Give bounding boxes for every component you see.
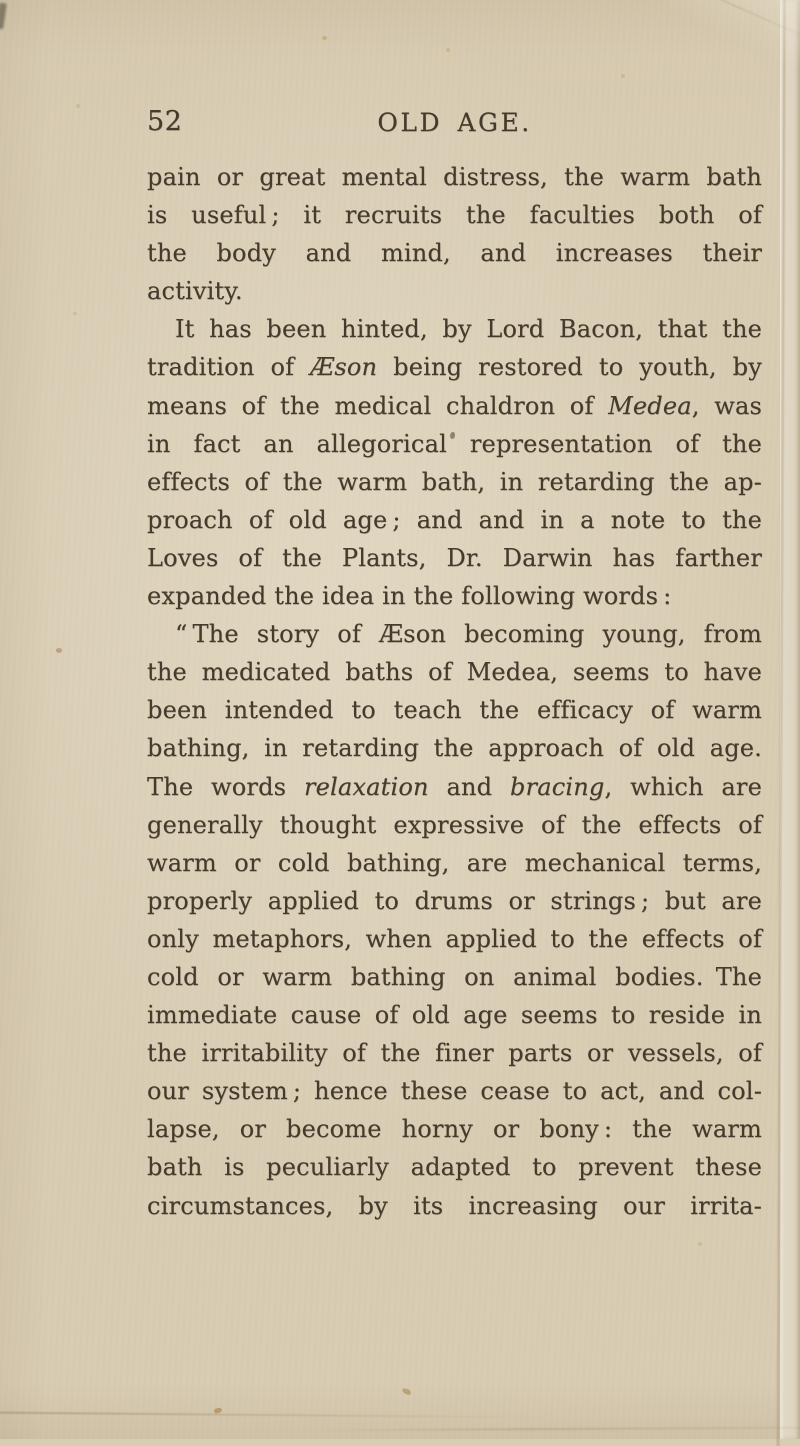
text-segment: been intended to teach the efficacy of warm: [147, 696, 762, 724]
text-segment: lapse, or become horny or bony : the warm: [147, 1115, 762, 1143]
text-segment: the body and mind, and increases their: [147, 239, 762, 267]
running-head: [147, 106, 762, 140]
top-right-corner-highlight: [670, 0, 800, 70]
italic-text: Medea: [608, 392, 692, 420]
italic-text: Æson: [310, 353, 377, 381]
text-segment: bathing, in retarding the approach of old age.: [147, 734, 762, 762]
text-line: [147, 729, 762, 767]
text-segment: expanded the idea in the following words :: [147, 582, 671, 610]
text-line: [147, 691, 762, 729]
text-segment: The words: [147, 773, 304, 801]
text-segment: cold or warm bathing on animal bodies. The: [147, 963, 762, 991]
italic-text: relaxation: [304, 773, 429, 801]
text-line: [147, 387, 762, 425]
text-segment: generally thought expressive of the effects of: [147, 811, 762, 839]
text-segment: proach of old age ; and and in a note to the: [147, 506, 762, 534]
text-line: [147, 1072, 762, 1110]
paper-speck: [401, 1387, 411, 1395]
paper-speck: [56, 648, 62, 653]
paper-speck: [73, 312, 77, 315]
text-line: [147, 1187, 762, 1225]
text-line: [147, 844, 762, 882]
text-segment: tradition of: [147, 353, 310, 381]
text-segment: is useful ; it recruits the faculties both of: [147, 201, 762, 229]
text-segment: bath is peculiarly adapted to prevent these: [147, 1153, 762, 1181]
text-segment: It has been hinted, by Lord Bacon, that the: [175, 315, 762, 343]
text-line: [147, 196, 762, 234]
text-line: [147, 425, 762, 463]
text-line: [147, 920, 762, 958]
scan-edge-mark: [0, 3, 7, 30]
text-line: [147, 806, 762, 844]
body-text: [147, 158, 762, 1225]
paper-speck: [698, 1242, 702, 1246]
text-line: [147, 234, 762, 272]
bottom-paper-crease: [0, 1412, 550, 1419]
text-line: [147, 1110, 762, 1148]
paper-speck: [446, 48, 450, 52]
text-line: [147, 158, 762, 196]
text-segment: our system ; hence these cease to act, and col-: [147, 1077, 762, 1105]
text-line: [147, 768, 762, 806]
text-segment: warm or cold bathing, are mechanical terms,: [147, 849, 762, 877]
text-segment: circumstances, by its increasing our irrita-: [147, 1192, 762, 1220]
text-segment: means of the medical chaldron of: [147, 392, 608, 420]
text-line: [147, 615, 762, 653]
text-segment: being restored to youth, by: [377, 353, 762, 381]
text-segment: only metaphors, when applied to the effects of: [147, 925, 762, 953]
text-line: [147, 463, 762, 501]
bottom-paper-crease: [300, 1427, 800, 1432]
text-line: [147, 1034, 762, 1072]
text-line: [147, 539, 762, 577]
text-segment: , was: [692, 392, 762, 420]
text-line: [147, 577, 762, 615]
running-title: OLD AGE.: [147, 108, 762, 137]
text-segment: and: [429, 773, 510, 801]
text-line: [147, 1148, 762, 1186]
text-segment: Loves of the Plants, Dr. Darwin has farther: [147, 544, 762, 572]
paper-speck: [322, 36, 327, 40]
text-segment: immediate cause of old age seems to reside in: [147, 1001, 762, 1029]
text-line: [147, 501, 762, 539]
page-number: 52: [147, 106, 182, 137]
text-segment: effects of the warm bath, in retarding the ap-: [147, 468, 762, 496]
text-line: [147, 882, 762, 920]
italic-text: bracing: [510, 773, 604, 801]
text-segment: the medicated baths of Medea, seems to have: [147, 658, 762, 686]
text-segment: activity.: [147, 277, 243, 305]
text-segment: pain or great mental distress, the warm bath: [147, 163, 762, 191]
text-segment: “ The story of Æson becoming young, from: [175, 620, 762, 648]
paper-speck: [621, 74, 625, 78]
text-segment: properly applied to drums or strings ; but are: [147, 887, 762, 915]
text-segment: , which are: [604, 773, 762, 801]
text-line: [147, 958, 762, 996]
text-line: [147, 996, 762, 1034]
text-segment: in fact an allegorical representation of the: [147, 430, 762, 458]
text-line: [147, 653, 762, 691]
text-segment: the irritability of the finer parts or vessels, of: [147, 1039, 762, 1067]
text-line: [147, 310, 762, 348]
paper-speck: [76, 104, 80, 108]
text-line: [147, 348, 762, 386]
text-line: [147, 272, 762, 310]
